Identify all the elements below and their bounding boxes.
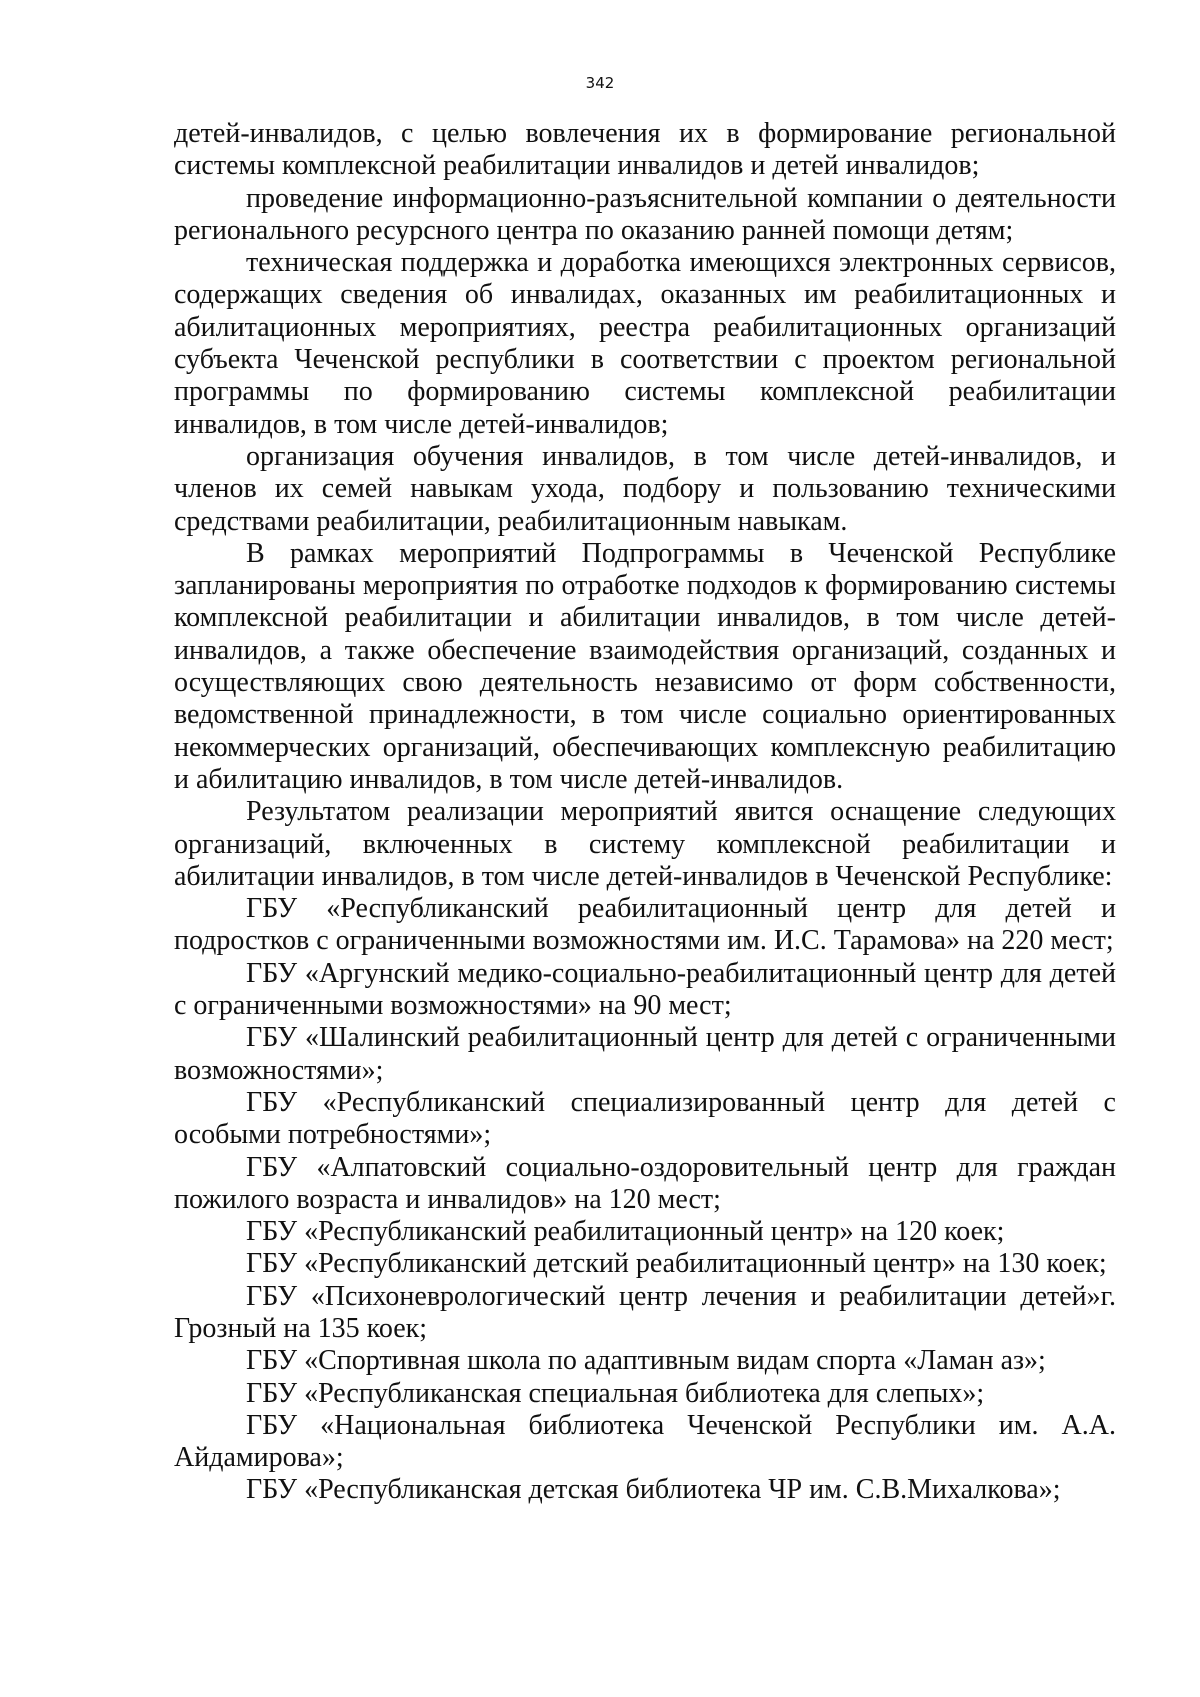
paragraph-info-campaign: проведение информационно-разъяснительной компании о деятельности регионального ресурсного центра по оказанию ранней помощи детям; [174, 182, 1116, 246]
list-item-organization: ГБУ «Республиканский детский реабилитационный центр» на 130 коек; [246, 1248, 1107, 1280]
list-item-organization: ГБУ «Психоневрологический центр лечения и реабилитации детей»г. Грозный на 135 коек; [174, 1280, 1116, 1344]
paragraph-subprogram: В рамках мероприятий Подпрограммы в Чеченской Республике запланированы мероприятия по отработке подходов к формированию системы комплексной реабилитации и абилитации инвалидов, в том числе детей-инвалидов, а также обеспечение взаимодействия организаций, созданных и осуществляющих свою деятельность независимо от форм собственности, ведомственной принадлежности, в том числе социально ориентированных некоммерческих организаций, обеспечивающих комплексную реабилитацию и абилитацию инвалидов, в том числе детей-инвалидов. [174, 537, 1116, 795]
paragraph-training: организация обучения инвалидов, в том числе детей-инвалидов, и членов их семей навыкам ухода, подбору и пользованию техническими средствами реабилитации, реабилитационным навыкам. [174, 440, 1116, 537]
list-item-organization: ГБУ «Шалинский реабилитационный центр для детей с ограниченными возможностями»; [174, 1022, 1116, 1086]
paragraph-continuation: детей-инвалидов, с целью вовлечения их в формирование региональной системы комплексной реабилитации инвалидов и детей инвалидов; [174, 118, 1116, 182]
list-item-organization: ГБУ «Республиканская специальная библиотека для слепых»; [246, 1377, 985, 1409]
page-number: 342 [585, 74, 615, 92]
list-item-organization: ГБУ «Национальная библиотека Чеченской Республики им. А.А. Айдамирова»; [174, 1409, 1116, 1474]
list-item-organization: ГБУ «Республиканский специализированный центр для детей с особыми потребностями»; [174, 1086, 1116, 1151]
document-body [174, 118, 1116, 1507]
list-item-organization: ГБУ «Спортивная школа по адаптивным видам спорта «Ламан аз»; [246, 1345, 1046, 1377]
paragraph-result: Результатом реализации мероприятий явится оснащение следующих организаций, включенных в систему комплексной реабилитации и абилитации инвалидов, в том числе детей-инвалидов в Чеченской Республике: [174, 796, 1116, 892]
list-item-organization: ГБУ «Алпатовский социально-оздоровительный центр для граждан пожилого возраста и инвалидов» на 120 мест; [174, 1151, 1116, 1215]
list-item-organization: ГБУ «Республиканский реабилитационный центр для детей и подростков с ограниченными возможностями им. И.С. Тарамова» на 220 мест; [174, 893, 1116, 957]
list-item-organization: ГБУ «Республиканская детская библиотека ЧР им. С.В.Михалкова»; [246, 1474, 1061, 1506]
paragraph-tech-support: техническая поддержка и доработка имеющихся электронных сервисов, содержащих сведения об инвалидах, оказанных им реабилитационных и абилитационных мероприятиях, реестра реабилитационных организаций субъекта Чеченской республики в соответствии с проектом региональной программы по формированию системы комплексной реабилитации инвалидов, в том числе детей-инвалидов; [174, 247, 1116, 440]
list-item-organization: ГБУ «Аргунский медико-социально-реабилитационный центр для детей с ограниченными возможностями» на 90 мест; [174, 957, 1116, 1022]
list-item-organization: ГБУ «Республиканский реабилитационный центр» на 120 коек; [246, 1216, 1005, 1248]
